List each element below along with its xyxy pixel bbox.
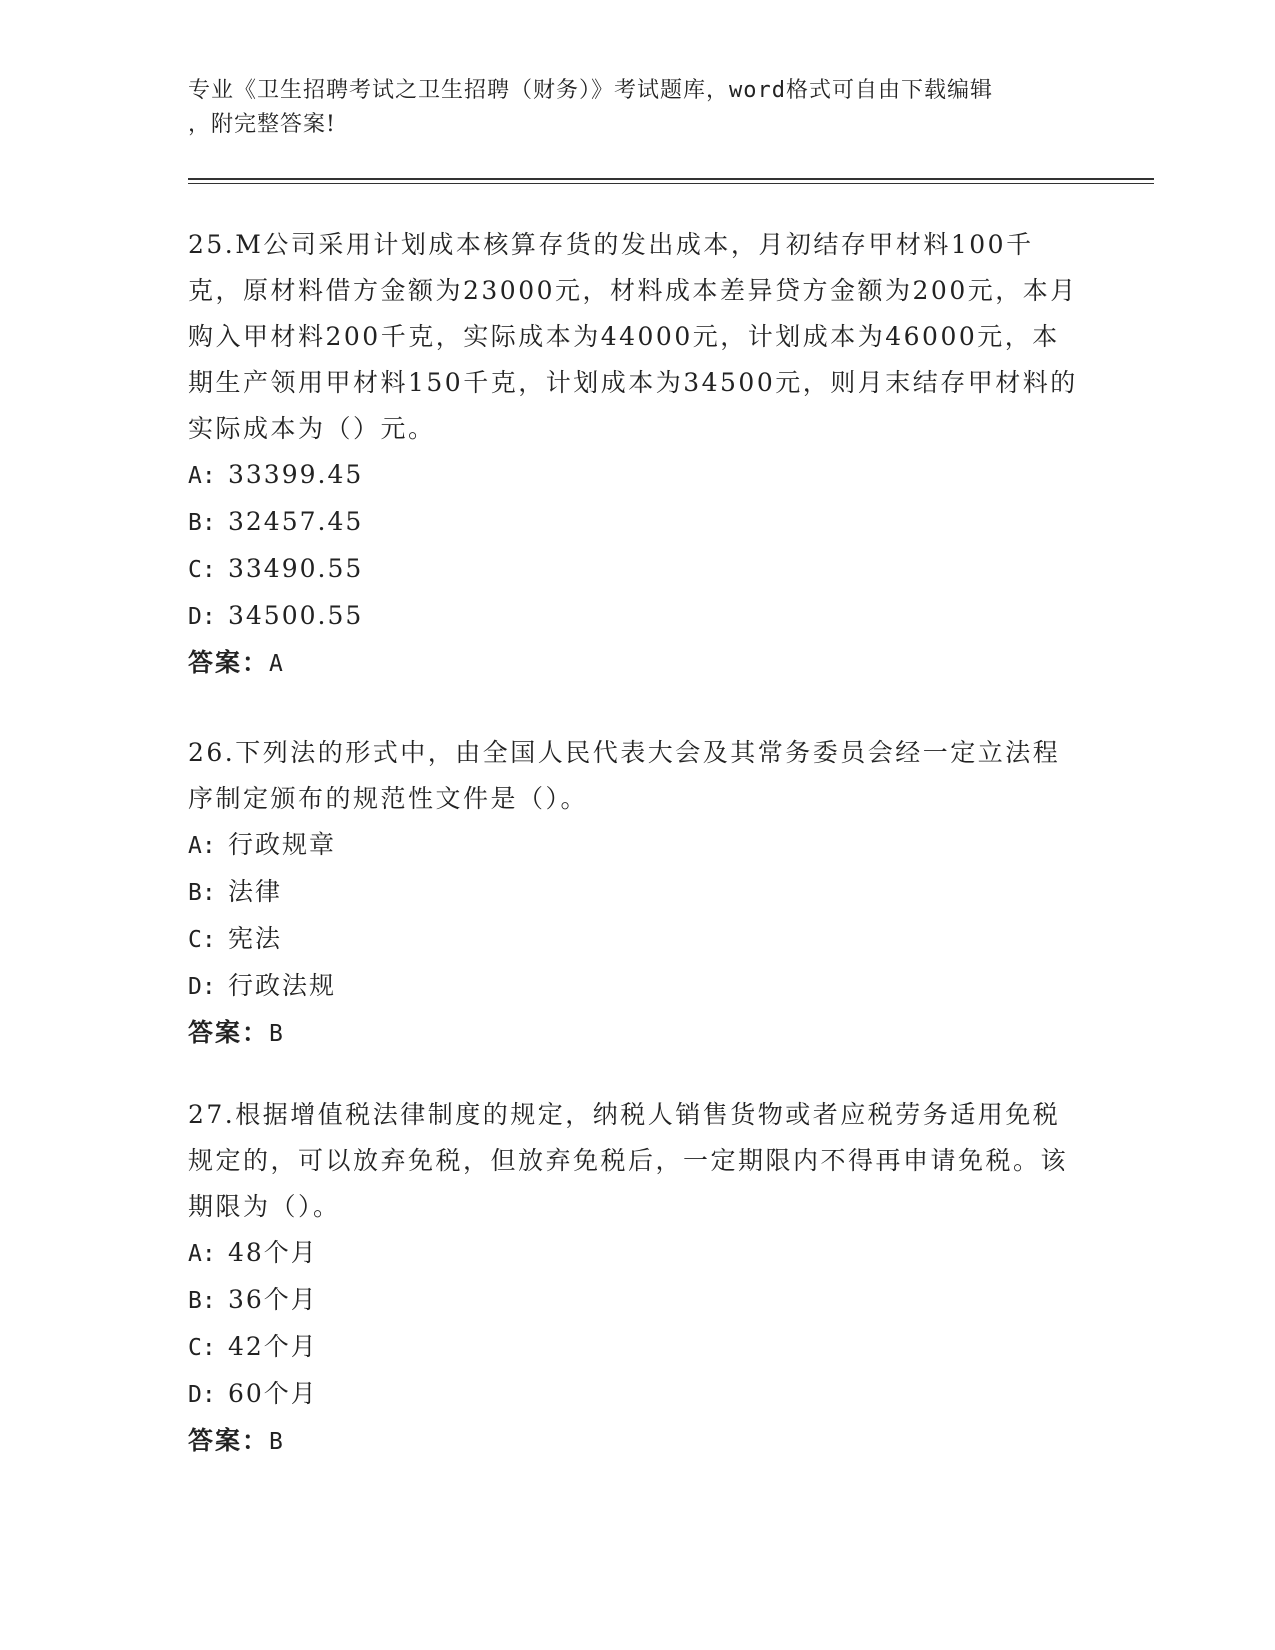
option-text: 48个月 (228, 1238, 318, 1267)
header-text-part1: 专业《卫生招聘考试之卫生招聘（财务）》考试题库， (188, 78, 730, 103)
option-letter: B: (188, 880, 216, 906)
option-list (188, 822, 1078, 1010)
option-a (188, 822, 1078, 869)
option-c (188, 1324, 1078, 1371)
option-letter: A: (188, 463, 216, 489)
option-letter: C: (188, 557, 216, 583)
option-a (188, 452, 1078, 499)
option-b (188, 1277, 1078, 1324)
option-letter: D: (188, 974, 216, 1000)
question-25 (188, 222, 1078, 687)
question-stem: 27.根据增值税法律制度的规定，纳税人销售货物或者应税劳务适用免税规定的，可以放弃免税，但放弃免税后，一定期限内不得再申请免税。该期限为（）。 (188, 1100, 1069, 1221)
question-stem: 26.下列法的形式中，由全国人民代表大会及其常务委员会经一定立法程序制定颁布的规范性文件是（）。 (188, 738, 1061, 813)
answer-label: 答案： (188, 648, 270, 677)
question-26 (188, 730, 1078, 1057)
question-27 (188, 1092, 1078, 1465)
answer-line (188, 1418, 1078, 1465)
answer-line (188, 640, 1078, 687)
option-letter: A: (188, 1241, 216, 1267)
option-letter: B: (188, 1288, 216, 1314)
option-list (188, 1230, 1078, 1418)
document-header (188, 74, 1068, 142)
option-text: 42个月 (228, 1332, 318, 1361)
option-letter: D: (188, 604, 216, 630)
option-text: 33399.45 (228, 460, 364, 489)
answer-value: B (269, 1021, 285, 1047)
option-d (188, 593, 1078, 640)
option-letter: B: (188, 510, 216, 536)
option-text: 宪法 (228, 924, 283, 953)
header-text-latin: word (729, 78, 786, 103)
option-d (188, 963, 1078, 1010)
option-a (188, 1230, 1078, 1277)
option-letter: C: (188, 927, 216, 953)
option-d (188, 1371, 1078, 1418)
option-text: 行政规章 (228, 830, 337, 859)
option-text: 36个月 (228, 1285, 318, 1314)
option-text: 60个月 (228, 1379, 318, 1408)
option-text: 法律 (228, 877, 283, 906)
option-b (188, 499, 1078, 546)
answer-label: 答案： (188, 1018, 270, 1047)
answer-value: B (269, 1429, 285, 1455)
option-letter: A: (188, 833, 216, 859)
header-text-line2: ，附完整答案! (188, 112, 336, 137)
option-text: 34500.55 (228, 601, 364, 630)
option-text: 行政法规 (228, 971, 337, 1000)
answer-line (188, 1010, 1078, 1057)
option-letter: C: (188, 1335, 216, 1361)
option-list (188, 452, 1078, 640)
question-stem: 25.M公司采用计划成本核算存货的发出成本，月初结存甲材料100千克，原材料借方金额为23000元，材料成本差异贷方金额为200元，本月购入甲材料200千克，实际成本为44000元，计划成本为46000元，本期生产领用甲材料150千克，计划成本为34500元，则月末结存甲材料的实际成本为（）元。 (188, 230, 1078, 443)
answer-label: 答案： (188, 1426, 270, 1455)
header-divider (188, 178, 1154, 184)
option-b (188, 869, 1078, 916)
answer-value: A (269, 651, 285, 677)
header-text-part2: 格式可自由下载编辑 (786, 78, 994, 103)
option-letter: D: (188, 1382, 216, 1408)
option-text: 33490.55 (228, 554, 364, 583)
option-c (188, 546, 1078, 593)
option-text: 32457.45 (228, 507, 364, 536)
option-c (188, 916, 1078, 963)
